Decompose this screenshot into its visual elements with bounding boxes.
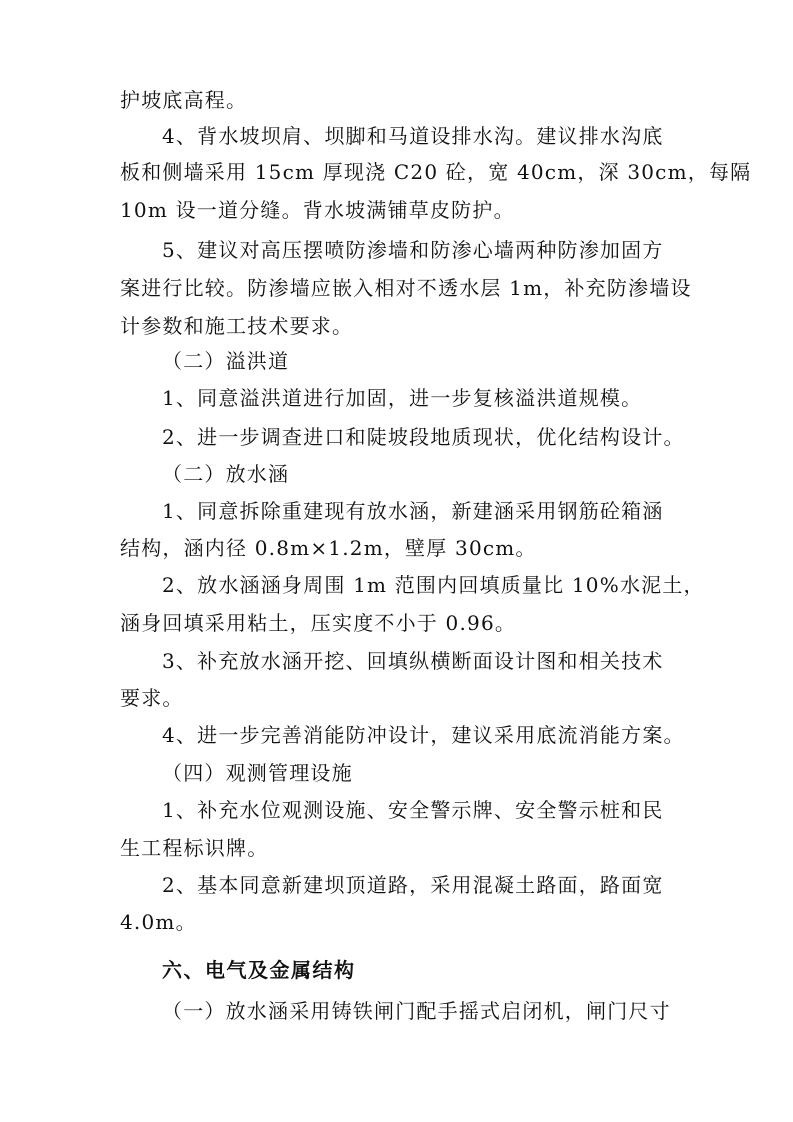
section-heading: （二）放水涵 [162, 462, 290, 486]
paragraph-line: 结构，涵内径 0.8m×1.2m，壁厚 30cm。 [120, 536, 537, 560]
paragraph-line: 10m 设一道分缝。背水坡满铺草皮防护。 [120, 198, 515, 222]
paragraph-line: 涵身回填采用粘土，压实度不小于 0.96。 [120, 611, 517, 635]
paragraph-line: 护坡底高程。 [120, 88, 248, 112]
paragraph-line: 案进行比较。防渗墙应嵌入相对不透水层 1m，补充防渗墙设 [120, 276, 692, 300]
paragraph-line: 2、基本同意新建坝顶道路，采用混凝土路面，路面宽 [162, 873, 664, 897]
paragraph-line: 板和侧墙采用 15cm 厚现浇 C20 砼，宽 40cm，深 30cm，每隔 [120, 160, 752, 184]
chapter-heading: 六、电气及金属结构 [162, 958, 356, 982]
paragraph-line: 要求。 [120, 686, 184, 710]
paragraph-line: 2、放水涵涵身周围 1m 范围内回填质量比 10%水泥土， [162, 573, 705, 597]
paragraph-line: 1、同意溢洪道进行加固，进一步复核溢洪道规模。 [162, 386, 643, 410]
paragraph-line: 生工程标识牌。 [120, 836, 269, 860]
paragraph-line: （一）放水涵采用铸铁闸门配手摇式启闭机，闸门尺寸 [162, 999, 671, 1023]
paragraph-line: 2、进一步调查进口和陡坡段地质现状，优化结构设计。 [162, 425, 685, 449]
paragraph-line: 5、建议对高压摆喷防渗墙和防渗心墙两种防渗加固方 [162, 238, 664, 262]
section-heading: （二）溢洪道 [162, 349, 290, 373]
paragraph-line: 4、进一步完善消能防冲设计，建议采用底流消能方案。 [162, 723, 685, 747]
paragraph-line: 1、补充水位观测设施、安全警示牌、安全警示桩和民 [162, 798, 664, 822]
section-heading: （四）观测管理设施 [162, 761, 353, 785]
paragraph-line: 3、补充放水涵开挖、回填纵横断面设计图和相关技术 [162, 649, 664, 673]
paragraph-line: 4、背水坡坝肩、坝脚和马道设排水沟。建议排水沟底 [162, 124, 664, 148]
paragraph-line: 4.0m。 [120, 910, 197, 934]
paragraph-line: 1、同意拆除重建现有放水涵，新建涵采用钢筋砼箱涵 [162, 499, 664, 523]
paragraph-line: 计参数和施工技术要求。 [120, 314, 354, 338]
